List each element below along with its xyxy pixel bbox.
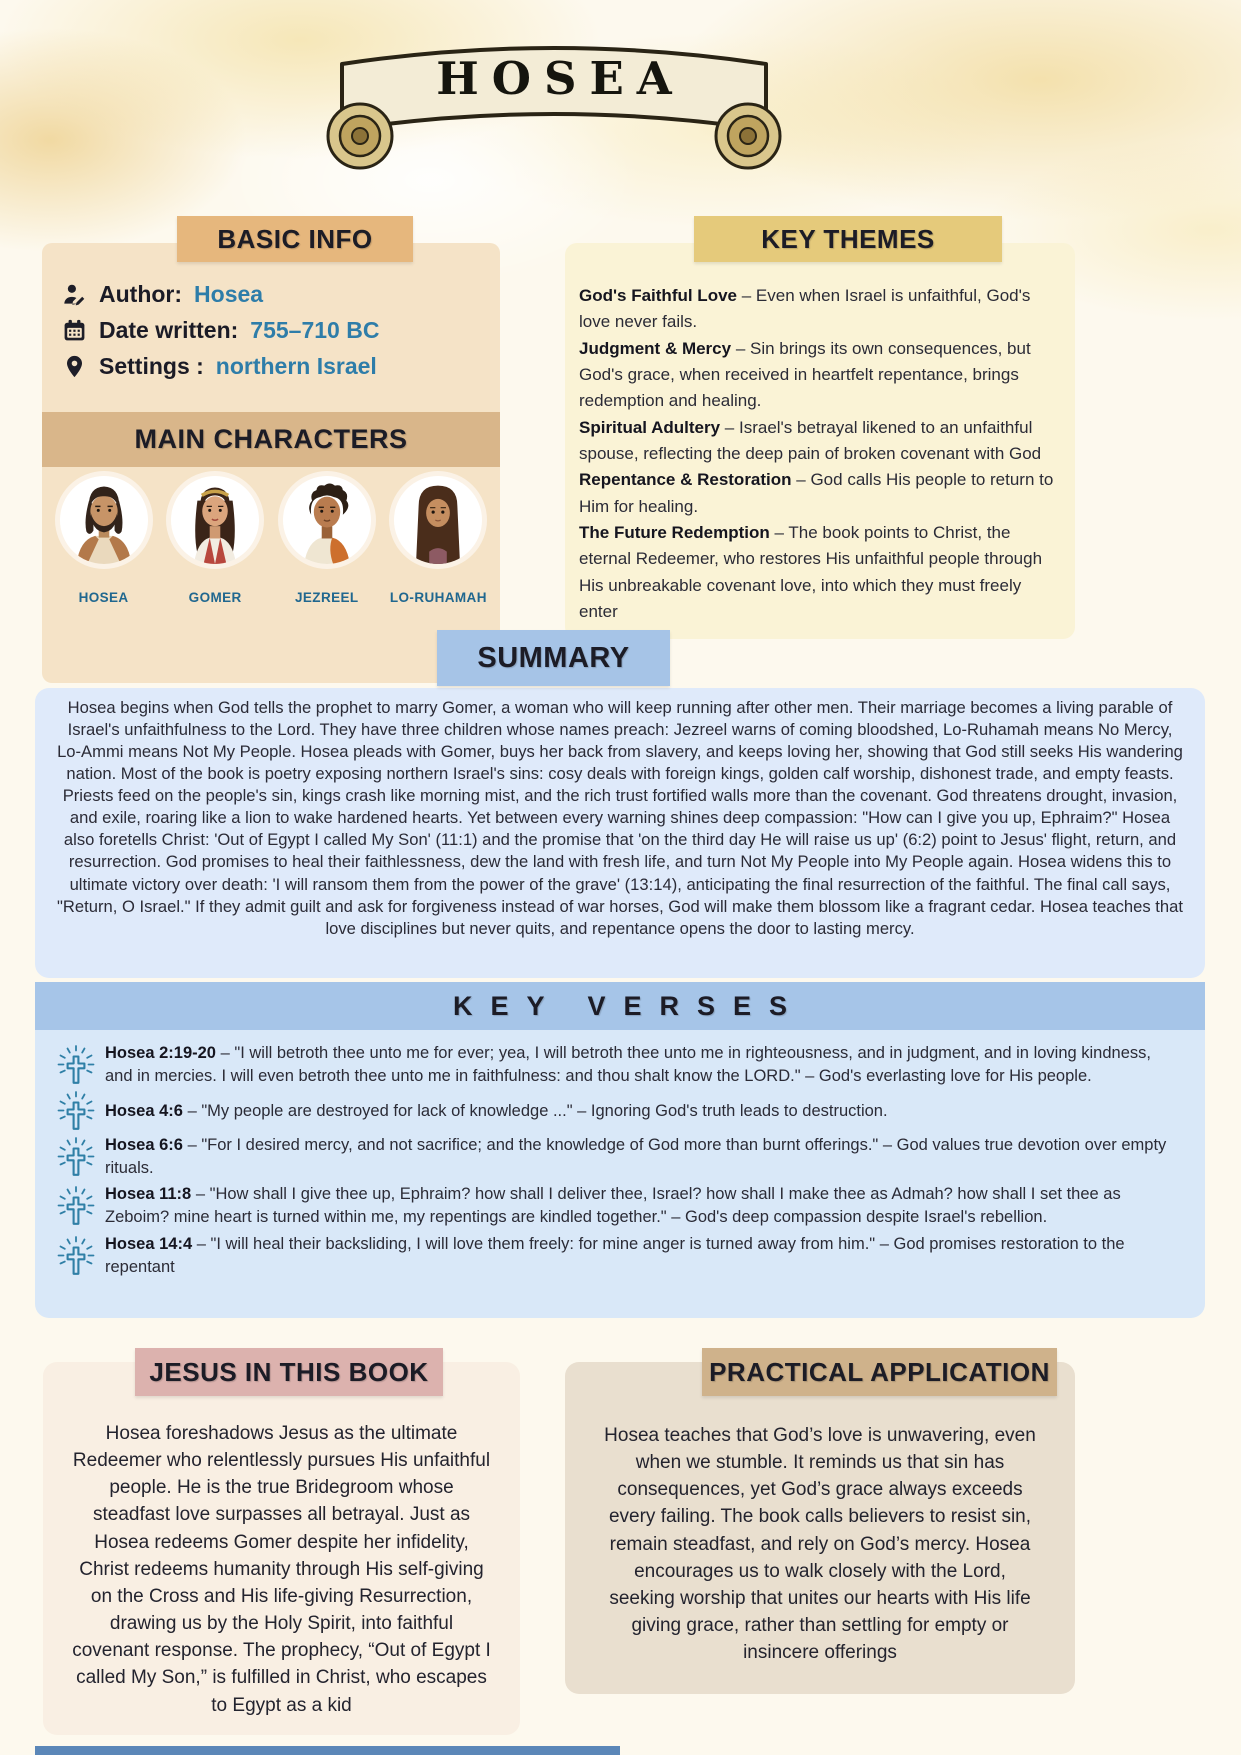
theme-title: Spiritual Adultery	[579, 417, 721, 437]
author-icon	[62, 282, 87, 307]
theme-title: Judgment & Mercy	[579, 338, 732, 358]
verse-item	[55, 1134, 1179, 1180]
location-icon	[62, 354, 87, 379]
practical-application-header: PRACTICAL APPLICATION	[702, 1348, 1057, 1396]
theme-text: – Sin brings its own consequences, but God's grace, when received in heartfelt repentance, brings redemption and healing.	[579, 338, 1031, 411]
calendar-icon	[62, 318, 87, 343]
character-name: LO-RUHAMAH	[389, 590, 487, 605]
theme-title: The Future Redemption	[579, 523, 770, 543]
theme-text: – Even when Israel is unfaithful, God's love never fails.	[579, 286, 1031, 332]
author-value: Hosea	[194, 281, 264, 307]
hosea-avatar	[60, 476, 148, 564]
date-written-label: Date written:	[99, 317, 239, 343]
verse-ref: Hosea 2:19-20	[105, 1044, 216, 1062]
settings-label: Settings :	[99, 353, 204, 379]
verse-item	[55, 1042, 1179, 1088]
author-field	[62, 281, 490, 308]
verse-ref: Hosea 6:6	[105, 1136, 183, 1155]
key-themes-panel	[565, 243, 1075, 639]
settings-value: northern Israel	[215, 353, 377, 379]
summary-header: SUMMARY	[437, 630, 670, 686]
verse-text: Hosea 6:6 – "For I desired mercy, and not sacrifice; and the knowledge of God more than burnt offerings." – God values true devotion over empty rituals.	[105, 1136, 1167, 1178]
page-title: HOSEA	[436, 52, 685, 105]
verse-text: Hosea 2:19-20 – "I will betroth thee unto me for ever; yea, I will betroth thee unto me in righteousness, and in judgment, and in loving kindness, and in mercies. I will even betroth thee unto me in faithfulness: and thou shalt know the LORD." – God's everlasting love for His people.	[105, 1044, 1151, 1086]
theme-item	[579, 467, 1059, 520]
key-themes-header: KEY THEMES	[694, 216, 1002, 262]
shining-cross-icon	[55, 1186, 97, 1226]
jesus-in-this-book-header: JESUS IN THIS BOOK	[135, 1348, 443, 1396]
verse-ref: Hosea 4:6	[105, 1101, 183, 1120]
author-label: Author:	[99, 281, 183, 307]
main-characters-header: MAIN CHARACTERS	[42, 412, 500, 467]
theme-item	[579, 520, 1059, 625]
bottom-accent-bar	[35, 1746, 620, 1755]
settings-field	[62, 353, 490, 380]
basic-info-panel	[42, 243, 500, 683]
gomer-avatar	[171, 476, 259, 564]
character-card-jezreel	[277, 476, 377, 605]
character-name: GOMER	[188, 590, 242, 605]
verse-item	[55, 1091, 1179, 1131]
theme-item	[579, 336, 1059, 415]
date-written-value: 755–710 BC	[250, 317, 380, 343]
theme-text: – The book points to Christ, the eternal Redeemer, who restores His unfaithful people through His unbreakable covenant love, into which they must freely enter	[579, 523, 1043, 622]
character-name: HOSEA	[78, 590, 129, 605]
verse-text: Hosea 14:4 – "I will heal their backsliding, I will love them freely: for mine anger is turned away from him." – God promises restoration to the repentant	[105, 1234, 1125, 1276]
shining-cross-icon	[55, 1236, 97, 1276]
verse-text: Hosea 4:6 – "My people are destroyed for lack of knowledge ..." – Ignoring God's truth leads to destruction.	[105, 1101, 888, 1120]
shining-cross-icon	[55, 1045, 97, 1085]
shining-cross-icon	[55, 1137, 97, 1177]
verse-text: Hosea 11:8 – "How shall I give thee up, Ephraim? how shall I deliver thee, Israel? how shall I make thee as Admah? how shall I set thee as Zeboim? mine heart is turned within me, my repentings are kindled together." – God's deep compassion despite Israel's rebellion.	[105, 1185, 1121, 1227]
basic-info-header: BASIC INFO	[177, 216, 413, 262]
jesus-in-this-book-panel	[43, 1362, 520, 1735]
verse-ref: Hosea 11:8	[105, 1185, 192, 1204]
jesus-in-this-book-text: Hosea foreshadows Jesus as the ultimate Redeemer who relentlessly pursues His unfaithful people. He is the true Bridegroom whose steadfast love surpasses all betrayal. Just as Hosea redeems Gomer despite her infidelity, Christ redeems humanity through His self-giving on the Cross and His life-giving Resurrection, drawing us by the Holy Spirit, into faithful covenant response. The prophecy, “Out of Egypt I called My Son,” is fulfilled in Christ, who escapes to Egypt as a kid	[72, 1423, 491, 1716]
theme-title: Repentance & Restoration	[579, 470, 792, 490]
shining-cross-icon	[55, 1091, 97, 1131]
practical-application-text: Hosea teaches that God’s love is unwavering, even when we stumble. It reminds us that sin has consequences, yet God’s grace always exceeds every failing. The book calls believers to resist sin, remain steadfast, and rely on God’s mercy. Hosea encourages us to walk closely with the Lord, seeking worship that unites our hearts with His life giving grace, rather than settling for empty or insincere offerings	[604, 1425, 1036, 1664]
theme-item	[579, 283, 1059, 336]
summary-text: Hosea begins when God tells the prophet to marry Gomer, a woman who will keep running after other men. Their marriage becomes a living parable of Israel's unfaithfulness to the Lord. They have three children whose names preach: Jezreel warns of coming bloodshed, Lo-Ruhamah means No Mercy, Lo-Ammi means Not My People. Hosea pleads with Gomer, buys her back from slavery, and keeps loving her, showing that God still seeks His wandering nation. Most of the book is poetry exposing northern Israel's sins: cosy deals with foreign kings, golden calf worship, dishonest trade, and empty feasts. Priests feed on the people's sin, kings crash like morning mist, and the rich trust fortified walls more than the covenant. God threatens drought, invasion, and exile, roaring like a lion to wake hardened hearts. Yet between every warning shines deep compassion: "How can I give you up, Ephraim?" Hosea also foretells Christ: 'Out of Egypt I called My Son' (11:1) and the promise that 'on the third day He will raise us up' (6:2) point to Jesus' flight, return, and resurrection. God promises to heal their faithlessness, dew the land with fresh life, and turn Not My People into My People again. Hosea widens this to ultimate victory over death: 'I will ransom them from the power of the grave' (13:14), anticipating the final resurrection of the faithful. The final call says, "Return, O Israel." If they admit guilt and ask for forgiveness instead of war horses, God will make them blossom like a fragrant cedar. Hosea teaches that love disciplines but never quits, and repentance opens the door to lasting mercy.	[57, 698, 1183, 938]
date-written-field	[62, 317, 490, 344]
scroll-banner	[318, 12, 790, 172]
jezreel-avatar	[283, 476, 371, 564]
theme-text: – Israel's betrayal likened to an unfaithful spouse, reflecting the deep pain of broken covenant with God	[579, 417, 1042, 464]
key-verses-panel	[35, 1030, 1205, 1318]
practical-application-panel	[565, 1362, 1075, 1694]
scroll-right-roll	[716, 104, 780, 168]
verse-item	[55, 1183, 1179, 1229]
character-card-lo-ruhamah	[388, 476, 488, 605]
character-card-gomer	[165, 476, 265, 605]
characters-row	[42, 476, 500, 605]
scroll-left-roll	[328, 104, 392, 168]
character-name: JEZREEL	[294, 590, 359, 605]
summary-panel	[35, 688, 1205, 978]
theme-text: – God calls His people to return to Him for healing.	[579, 470, 1054, 516]
lo-ruhamah-avatar	[394, 476, 482, 564]
theme-item	[579, 415, 1059, 468]
character-card-hosea	[54, 476, 154, 605]
verse-ref: Hosea 14:4	[105, 1234, 193, 1253]
verse-item	[55, 1233, 1179, 1279]
theme-title: God's Faithful Love	[579, 286, 737, 305]
key-verses-header: KEY VERSES	[35, 982, 1205, 1030]
basic-info-fields	[62, 281, 490, 380]
